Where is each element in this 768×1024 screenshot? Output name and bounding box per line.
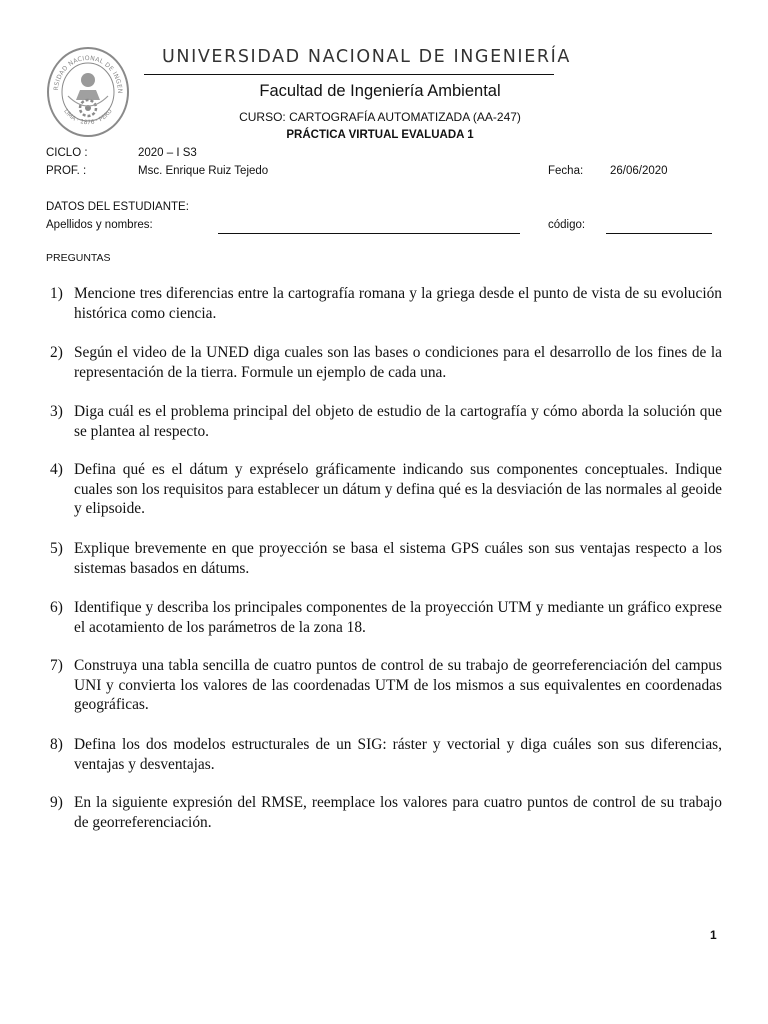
faculty-name: Facultad de Ingeniería Ambiental [259,82,501,100]
apellidos-label: Apellidos y nombres: [46,219,153,231]
ciclo-value: 2020 – I S3 [138,147,197,159]
fecha-label: Fecha: [548,165,584,177]
question-number: 1) [50,285,63,302]
question-text: Diga cuál es el problema principal del objeto de estudio de la cartografía y cómo aborda la solución que se plantea al respecto. [74,403,722,440]
question-5 [46,539,722,578]
svg-text:LIMA · 1876 · PERU: LIMA · 1876 · PERU [62,107,114,127]
question-4 [46,460,722,519]
question-number: 7) [50,657,63,674]
prof-value: Msc. Enrique Ruiz Tejedo [138,165,269,177]
question-text: Identifique y describa los principales componentes de la proyección UTM y mediante un gráfico exprese el acotamiento de los parámetros de la zona 18. [74,599,722,636]
question-7 [46,656,722,715]
svg-text:UNIVERSIDAD NACIONAL DE INGENI: RSIDAD NACIONAL DE INGEN [52,54,124,94]
question-6 [46,598,722,637]
name-answer-line[interactable] [218,233,520,234]
codigo-label: código: [548,219,586,231]
header-divider [144,74,554,75]
ciclo-label: CICLO : [46,147,88,159]
question-number: 5) [50,540,63,557]
preguntas-heading: PREGUNTAS [46,252,111,264]
question-8 [46,735,722,774]
question-text: Construya una tabla sencilla de cuatro puntos de control de su trabajo de georreferenciación del campus UNI y convierta los valores de las coordenadas UTM de los mismos a sus equivalentes en coordenadas geográficas. [74,657,722,714]
question-text: Defina los dos modelos estructurales de un SIG: ráster y vectorial y diga cuáles son sus diferencias, ventajas y desventajas. [74,736,722,773]
question-text: Según el video de la UNED diga cuales son las bases o condiciones para el desarrollo de los fines de la representación de la tierra. Formule un ejemplo de cada una. [74,344,722,381]
code-answer-line[interactable] [606,233,712,234]
question-text: Explique brevemente en que proyección se basa el sistema GPS cuáles son sus ventajas respecto a los sistemas basados en dátums. [74,540,722,577]
page-number: 1 [710,928,717,942]
course-title: CURSO: CARTOGRAFÍA AUTOMATIZADA (AA-247) [239,110,521,124]
question-text: En la siguiente expresión del RMSE, reemplace los valores para cuatro puntos de control de su trabajo de georreferenciación. [74,794,722,831]
question-number: 9) [50,794,63,811]
question-number: 6) [50,599,63,616]
university-name: UNIVERSIDAD NACIONAL DE INGENIERÍA [162,47,571,67]
question-2 [46,343,722,382]
question-number: 3) [50,403,63,420]
question-number: 4) [50,461,63,478]
question-number: 8) [50,736,63,753]
question-9 [46,793,722,832]
fecha-value: 26/06/2020 [610,165,668,177]
university-seal-logo [46,46,130,138]
question-1 [46,284,722,323]
prof-label: PROF. : [46,165,87,177]
question-3 [46,402,722,441]
question-number: 2) [50,344,63,361]
question-text: Mencione tres diferencias entre la cartografía romana y la griega desde el punto de vista de su evolución histórica como ciencia. [74,285,722,322]
student-data-label: DATOS DEL ESTUDIANTE: [46,201,189,213]
question-text: Defina qué es el dátum y expréselo gráficamente indicando sus componentes conceptuales. Indique cuales son los requisitos para establecer un dátum y defina qué es la desviación de las normales al geoide y elipsoide. [74,461,722,518]
exam-title: PRÁCTICA VIRTUAL EVALUADA 1 [286,129,474,141]
